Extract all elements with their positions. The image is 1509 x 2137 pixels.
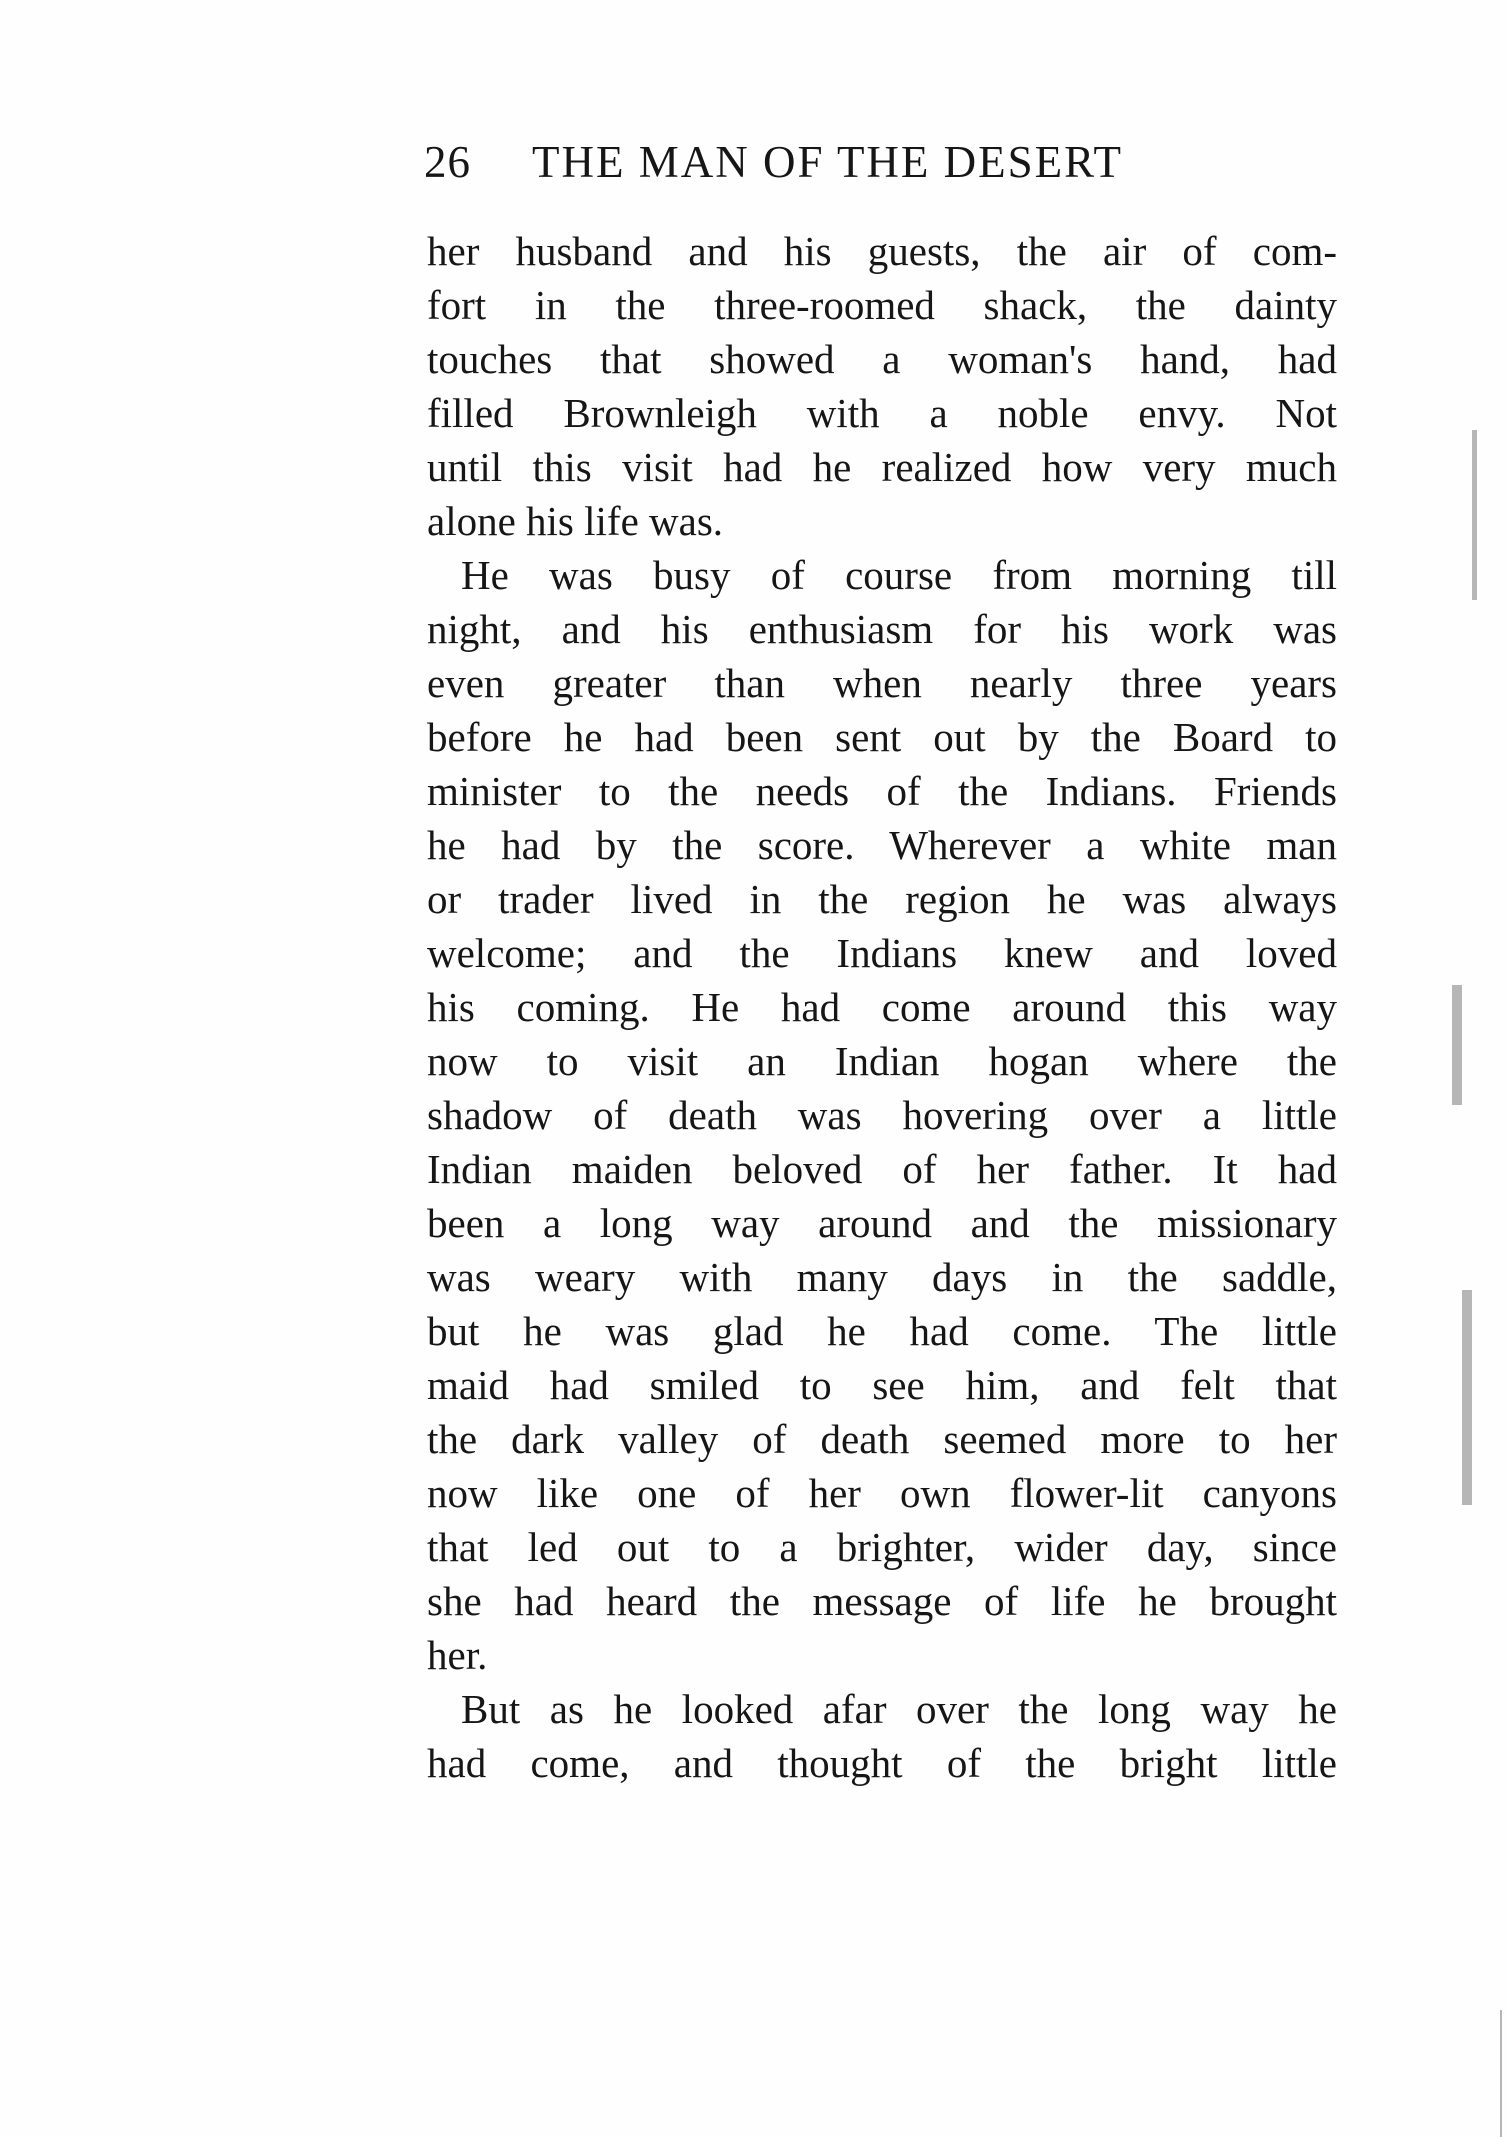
text-line: touches that showed a woman's hand, had — [427, 336, 1337, 382]
text-line: her husband and his guests, the air of com- — [427, 228, 1337, 274]
scan-margin-mark — [1462, 1290, 1472, 1505]
text-line: or trader lived in the region he was always — [427, 876, 1337, 922]
text-line: now like one of her own flower-lit canyons — [427, 1470, 1337, 1516]
text-line: she had heard the message of life he brought — [427, 1578, 1337, 1624]
text-line: the dark valley of death seemed more to her — [427, 1416, 1337, 1462]
text-line: welcome; and the Indians knew and loved — [427, 930, 1337, 976]
scan-margin-mark — [1472, 430, 1477, 600]
text-line: had come, and thought of the bright little — [427, 1740, 1337, 1786]
page-number: 26 — [424, 137, 471, 187]
text-line: night, and his enthusiasm for his work was — [427, 606, 1337, 652]
text-line: He was busy of course from morning till — [461, 552, 1337, 598]
text-line: even greater than when nearly three years — [427, 660, 1337, 706]
text-line: fort in the three-roomed shack, the dainty — [427, 282, 1337, 328]
text-line: minister to the needs of the Indians. Friends — [427, 768, 1337, 814]
scan-margin-mark — [1452, 985, 1462, 1105]
text-line: filled Brownleigh with a noble envy. Not — [427, 390, 1337, 436]
text-line: alone his life was. — [427, 498, 724, 544]
text-line: been a long way around and the missionary — [427, 1200, 1337, 1246]
body-text — [427, 224, 1337, 1790]
text-line: Indian maiden beloved of her father. It had — [427, 1146, 1337, 1192]
text-line: But as he looked afar over the long way he — [461, 1686, 1337, 1732]
text-line: her. — [427, 1632, 488, 1678]
text-line: until this visit had he realized how very much — [427, 444, 1337, 490]
text-line: shadow of death was hovering over a little — [427, 1092, 1337, 1138]
text-line: now to visit an Indian hogan where the — [427, 1038, 1337, 1084]
text-line: but he was glad he had come. The little — [427, 1308, 1337, 1354]
text-line: his coming. He had come around this way — [427, 984, 1337, 1030]
text-line: he had by the score. Wherever a white man — [427, 822, 1337, 868]
book-title-header: THE MAN OF THE DESERT — [532, 137, 1123, 187]
text-line: that led out to a brighter, wider day, since — [427, 1524, 1337, 1570]
text-line: was weary with many days in the saddle, — [427, 1254, 1337, 1300]
text-line: before he had been sent out by the Board to — [427, 714, 1337, 760]
running-head — [424, 132, 1334, 192]
scan-margin-mark — [1500, 2010, 1502, 2137]
text-line: maid had smiled to see him, and felt that — [427, 1362, 1337, 1408]
